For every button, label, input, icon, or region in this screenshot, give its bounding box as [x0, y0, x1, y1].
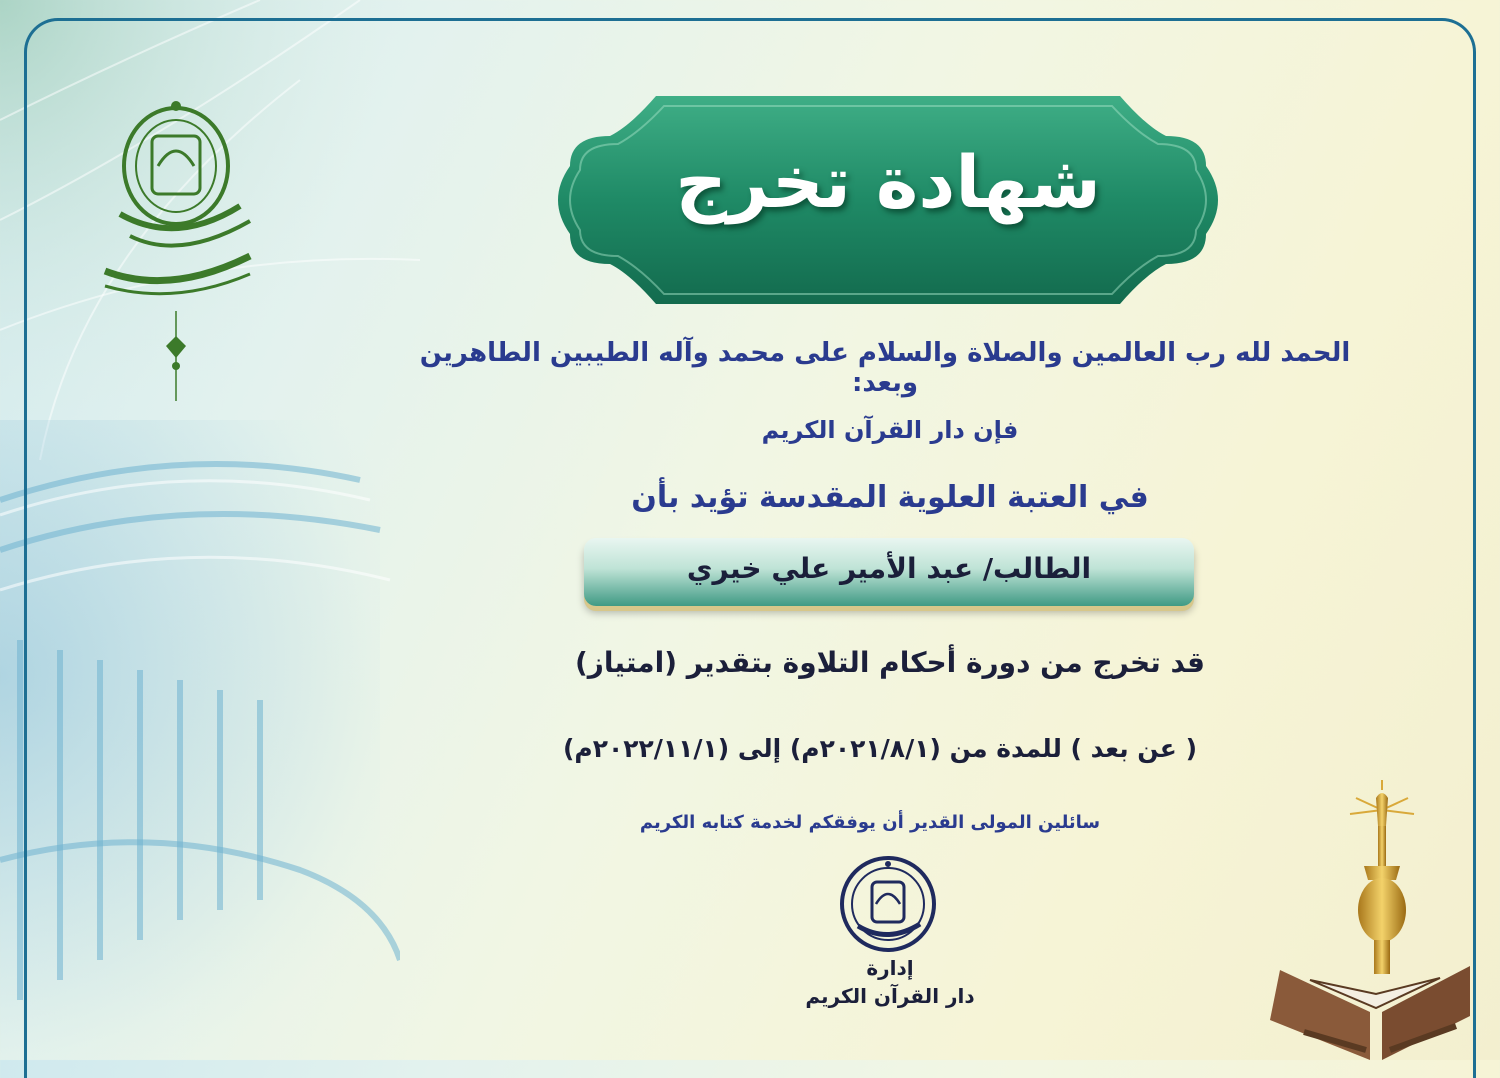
- prayer-line: سائلين المولى القدير أن يوفقكم لخدمة كتابه الكريم: [639, 812, 1101, 833]
- praise-line: الحمد لله رب العالمين والصلاة والسلام على محمد وآله الطيبين الطاهرين وبعد:: [419, 338, 1351, 398]
- period-line: ( عن بعد ) للمدة من (٢٠٢١/٨/١م) إلى (٢٠٢٢/١١/١م): [562, 734, 1198, 763]
- holy-shrine-line: في العتبة العلوية المقدسة تؤيد بأن: [631, 480, 1149, 515]
- student-name: الطالب/ عبد الأمير علي خيري: [686, 552, 1092, 585]
- shrine-emblem-icon: [100, 96, 260, 406]
- quran-stand-icon: [1270, 780, 1470, 1060]
- admin-name: دار القرآن الكريم: [805, 984, 975, 1008]
- institution-line: فإن دار القرآن الكريم: [761, 416, 1019, 444]
- certificate-title: شهادة تخرج: [675, 140, 1101, 224]
- admin-label: إدارة: [866, 956, 914, 980]
- graduation-line: قد تخرج من دورة أحكام التلاوة بتقدير (امتياز): [574, 646, 1206, 679]
- seal-emblem-icon: [838, 854, 938, 954]
